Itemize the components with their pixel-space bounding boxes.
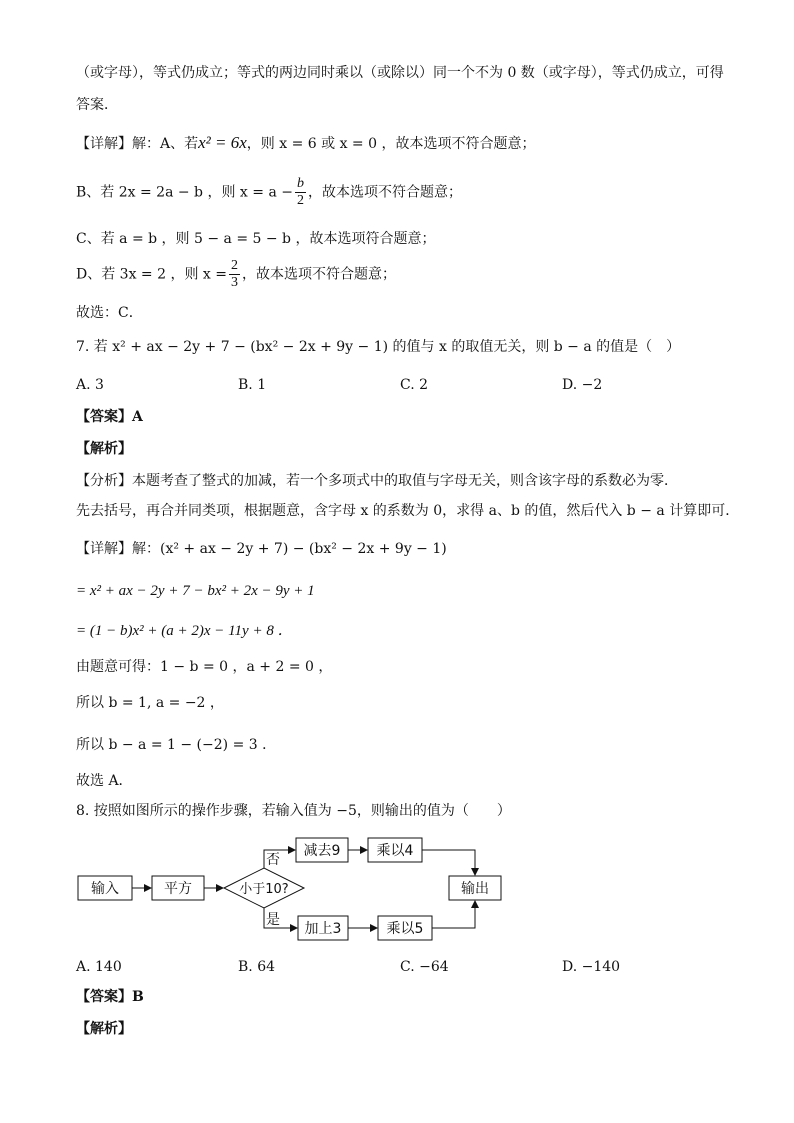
q7-option-c: C. 2 (400, 377, 429, 393)
q7-fenxi-2: 先去括号，再合并同类项，根据题意，含字母 x 的系数为 0，求得 a、b 的值，然后代入 b − a 计算即可． (76, 503, 740, 519)
q7-step-4: 所以 b = 1, a = −2 ， (76, 695, 224, 711)
flowchart (72, 830, 512, 948)
q7-answer: 【答案】A (76, 409, 143, 425)
q8-answer: 【答案】B (76, 989, 144, 1005)
q7-step-5: 所以 b − a = 1 − (−2) = 3 ． (76, 737, 277, 753)
flow-mul5-label: 乘以5 (386, 921, 424, 937)
flow-add3-label: 加上3 (304, 921, 342, 937)
q8-option-d: D. −140 (562, 959, 621, 975)
q8-option-b: B. 64 (238, 959, 276, 975)
detail-c: C、若 a = b ，则 5 − a = 5 − b ，故本选项符合题意； (76, 231, 436, 247)
question-8: 8. 按照如图所示的操作步骤，若输入值为 −5，则输出的值为（ ） (76, 803, 511, 819)
detail-d: D、若 3x = 2 ，则 x = $\frac{2}{3}$ ，故本选项不符合题意； (76, 258, 396, 290)
q7-step-3: 由题意可得：1 − b = 0 ，a + 2 = 0 ， (76, 659, 333, 675)
q7-fenxi: 【分析】本题考查了整式的加减，若一个多项式中的取值与字母无关，则含该字母的系数必为零． (76, 473, 678, 489)
q7-step-1: = x² + ax − 2y + 7 − bx² + 2x − 9y + 1 (76, 583, 315, 599)
q8-analysis-heading: 【解析】 (76, 1021, 132, 1037)
line-answer-end: 答案． (76, 97, 118, 113)
q7-option-a: A. 3 (76, 377, 104, 393)
q7-step-2: = (1 − b)x² + (a + 2)x − 11y + 8 ． (76, 623, 293, 639)
flow-sub9-label: 减去9 (303, 843, 341, 859)
q7-analysis-heading: 【解析】 (76, 441, 132, 457)
flow-input-label: 输入 (91, 881, 119, 897)
flow-output-label: 输出 (461, 881, 489, 897)
flow-mul4-label: 乘以4 (376, 843, 414, 859)
q7-option-b: B. 1 (238, 377, 267, 393)
question-7: 7. 若 x² + ax − 2y + 7 − (bx² − 2x + 9y − 1) 的值与 x 的取值无关，则 b − a 的值是（ ） (76, 339, 681, 355)
detail-a: 【详解】解：A、若x² = 6x，则 x = 6 或 x = 0 ，故本选项不符合题意； (76, 133, 536, 152)
flow-decision-label: 小于10? (239, 882, 289, 897)
flow-no-label: 否 (266, 852, 280, 868)
q7-detail: 【详解】解：(x² + ax − 2y + 7) − (bx² − 2x + 9y − 1) (76, 541, 447, 557)
q7-option-d: D. −2 (562, 377, 603, 393)
q8-option-a: A. 140 (76, 959, 122, 975)
line-prev-rule: （或字母），等式仍成立；等式的两边同时乘以（或除以）同一个不为 0 数（或字母），等式仍成立，可得 (76, 65, 724, 81)
q8-option-c: C. −64 (400, 959, 449, 975)
choose-c: 故选：C． (76, 305, 143, 321)
detail-b: B、若 2x = 2a − b ，则 x = a − $\frac{b}{2}$ ，故本选项不符合题意； (76, 176, 462, 208)
flow-square-label: 平方 (164, 881, 192, 897)
flow-yes-label: 是 (266, 912, 280, 928)
q7-choose: 故选 A． (76, 773, 133, 789)
